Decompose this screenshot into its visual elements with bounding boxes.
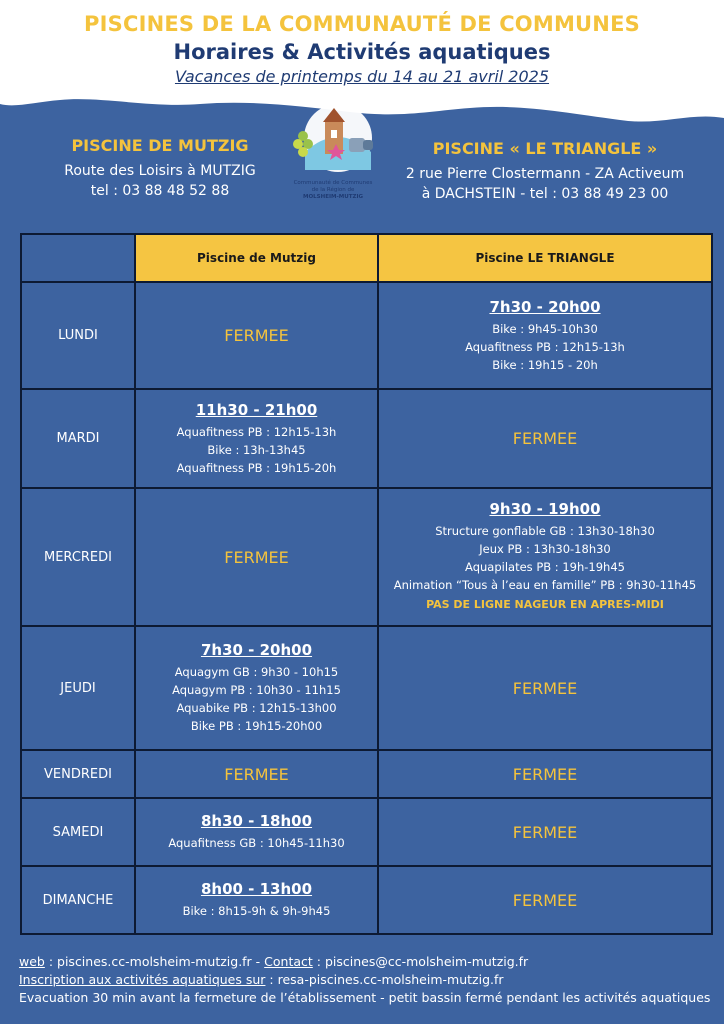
- activity-item: Aquabike PB : 12h15-13h00: [176, 701, 337, 715]
- activity-item: Structure gonflable GB : 13h30-18h30: [435, 524, 655, 538]
- table-row: [21, 389, 712, 488]
- opening-hours: 7h30 - 20h00: [489, 297, 601, 316]
- table-row: [21, 866, 712, 934]
- activity-item: Bike : 8h15-9h & 9h-9h45: [182, 904, 331, 918]
- contact-link[interactable]: Contact: [264, 954, 313, 969]
- activity-item: Aquafitness PB : 19h15-20h: [176, 460, 337, 475]
- column-header-triangle: Piscine LE TRIANGLE: [378, 234, 712, 282]
- pool-mutzig-info: [40, 136, 280, 201]
- contact-value: : piscines@cc-molsheim-mutzig.fr: [312, 954, 529, 969]
- activity-item: Jeux PB : 13h30-18h30: [479, 542, 611, 556]
- closed-label: FERMEE: [512, 429, 578, 448]
- day-label: JEUDI: [21, 626, 135, 750]
- table-row: [21, 626, 712, 750]
- closed-label: FERMEE: [512, 822, 578, 842]
- closed-label: FERMEE: [512, 764, 578, 784]
- opening-hours: 8h00 - 13h00: [200, 880, 313, 898]
- schedule-table: [20, 233, 713, 935]
- opening-hours: 9h30 - 19h00: [489, 500, 601, 518]
- day-label: SAMEDI: [21, 798, 135, 866]
- activity-item: Aquagym PB : 10h30 - 11h15: [172, 683, 341, 697]
- mutzig-cell: [135, 488, 378, 626]
- triangle-cell: [378, 798, 712, 866]
- closed-label: FERMEE: [224, 326, 289, 345]
- activity-item: Bike PB : 19h15-20h00: [190, 719, 323, 733]
- pool-triangle-name: PISCINE « LE TRIANGLE »: [432, 139, 658, 158]
- column-header-mutzig: Piscine de Mutzig: [135, 234, 378, 282]
- activity-item: Aquafitness PB : 12h15-13h: [176, 424, 337, 439]
- footer: [19, 953, 719, 1007]
- warning-note: PAS DE LIGNE NAGEUR EN APRES-MIDI: [426, 598, 664, 611]
- opening-hours: 8h30 - 18h00: [200, 812, 313, 830]
- triangle-cell: [378, 488, 712, 626]
- triangle-cell: [378, 626, 712, 750]
- mutzig-cell: [135, 282, 378, 389]
- table-row: [21, 750, 712, 798]
- header-subtitle: Horaires & Activités aquatiques: [173, 40, 551, 64]
- community-logo: [283, 100, 383, 210]
- triangle-cell: [378, 866, 712, 934]
- web-link[interactable]: web: [19, 954, 45, 969]
- triangle-cell: [378, 389, 712, 488]
- activity-item: Bike : 9h45-10h30: [492, 321, 598, 336]
- footer-line-inscription: [19, 971, 719, 989]
- header-title: PISCINES DE LA COMMUNAUTÉ DE COMMUNES: [84, 12, 640, 36]
- table-row: [21, 798, 712, 866]
- activity-item: Aquagym GB : 9h30 - 10h15: [174, 665, 339, 679]
- footer-line-web: [19, 953, 719, 971]
- closed-label: FERMEE: [224, 764, 289, 784]
- day-label: MERCREDI: [21, 488, 135, 626]
- mutzig-cell: [135, 389, 378, 488]
- mutzig-cell: [135, 626, 378, 750]
- activity-item: Bike : 19h15 - 20h: [492, 357, 598, 372]
- mutzig-cell: [135, 866, 378, 934]
- closed-label: FERMEE: [512, 678, 578, 698]
- opening-hours: 7h30 - 20h00: [200, 641, 313, 659]
- pool-triangle-address: 2 rue Pierre Clostermann - ZA Activeum: [405, 166, 685, 182]
- pool-mutzig-name: PISCINE DE MUTZIG: [71, 136, 249, 155]
- mutzig-cell: [135, 798, 378, 866]
- day-label: DIMANCHE: [21, 866, 135, 934]
- logo-emblem-icon: [283, 100, 383, 180]
- day-label: MARDI: [21, 389, 135, 488]
- activity-item: Bike : 13h-13h45: [207, 442, 306, 457]
- pool-mutzig-phone: tel : 03 88 48 52 88: [90, 183, 230, 199]
- inscription-value: : resa-piscines.cc-molsheim-mutzig.fr: [265, 972, 504, 987]
- day-label: LUNDI: [21, 282, 135, 389]
- activity-item: Aquafitness GB : 10h45-11h30: [168, 836, 345, 850]
- pool-mutzig-address: Route des Loisirs à MUTZIG: [64, 163, 256, 179]
- logo-text: Communauté de Communes de la Région de MOLSHEIM-MUTZIG: [293, 180, 373, 200]
- web-value: : piscines.cc-molsheim-mutzig.fr -: [44, 954, 265, 969]
- triangle-cell: [378, 282, 712, 389]
- triangle-cell: [378, 750, 712, 798]
- pool-triangle-phone: à DACHSTEIN - tel : 03 88 49 23 00: [421, 186, 669, 202]
- pool-triangle-info: [385, 139, 705, 204]
- day-label: VENDREDI: [21, 750, 135, 798]
- mutzig-cell: [135, 750, 378, 798]
- header-period: Vacances de printemps du 14 au 21 avril 2025: [174, 67, 550, 86]
- table-row: [21, 282, 712, 389]
- table-row: [21, 488, 712, 626]
- table-header-row: [21, 234, 712, 282]
- closed-label: FERMEE: [224, 547, 289, 567]
- opening-hours: 11h30 - 21h00: [195, 400, 318, 419]
- closed-label: FERMEE: [512, 890, 578, 910]
- activity-item: Aquafitness PB : 12h15-13h: [465, 339, 625, 354]
- inscription-link[interactable]: Inscription aux activités aquatiques sur: [19, 972, 266, 987]
- footer-evacuation: Evacuation 30 min avant la fermeture de l’établissement - petit bassin fermé pendant les activités aquatiques: [19, 990, 711, 1005]
- activity-item: Animation “Tous à l’eau en famille” PB : 9h30-11h45: [393, 578, 697, 592]
- table-corner: [21, 234, 135, 282]
- activity-item: Aquapilates PB : 19h-19h45: [465, 560, 625, 574]
